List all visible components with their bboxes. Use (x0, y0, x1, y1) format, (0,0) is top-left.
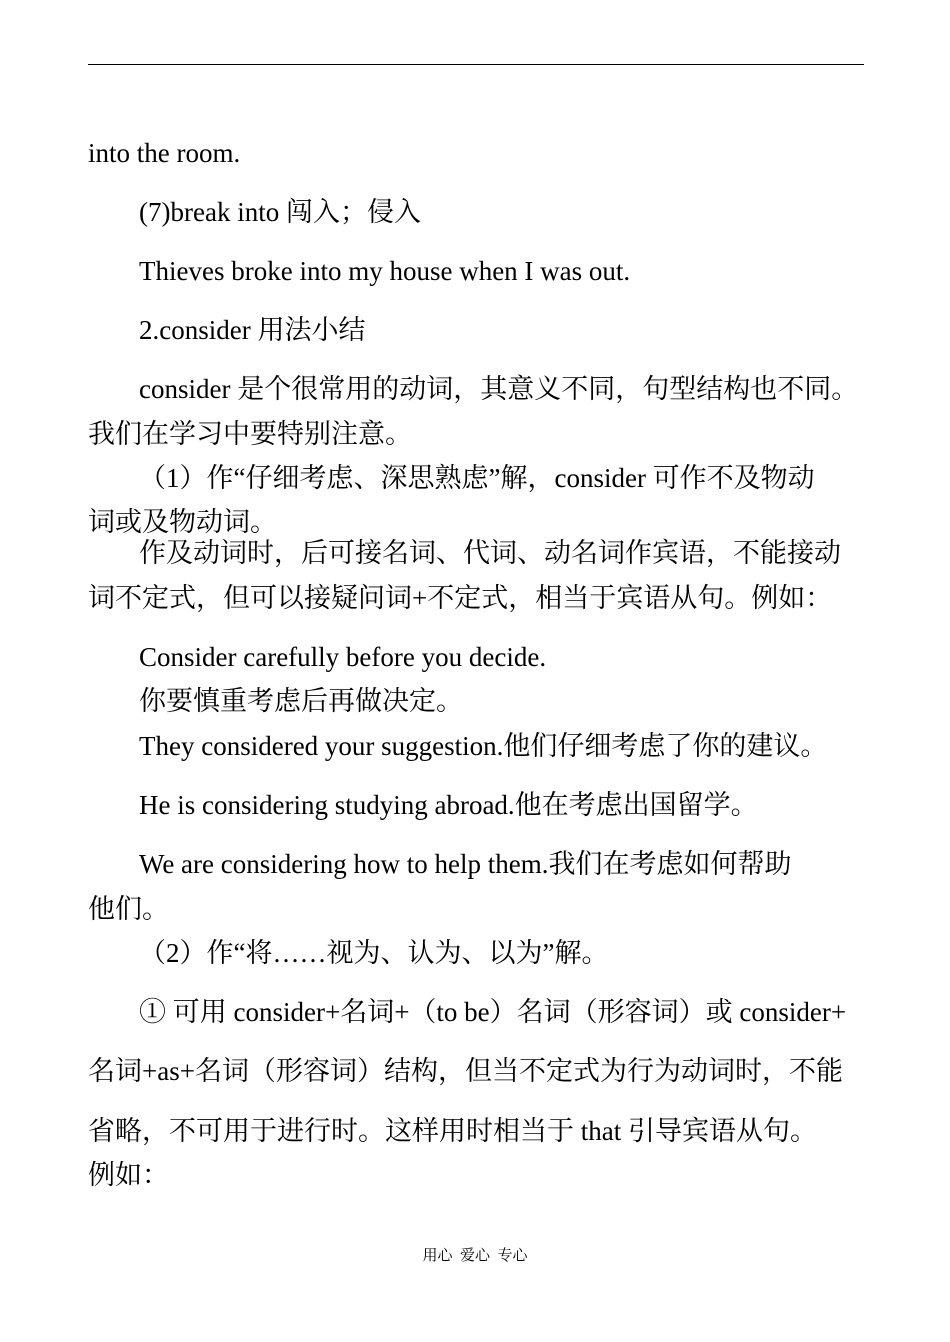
text-line: They considered your suggestion.他们仔细考虑了你的建议。 (139, 731, 828, 761)
text-line: （2）作“将……视为、认为、以为”解。 (139, 938, 609, 968)
text-line: He is considering studying abroad.他在考虑出国留学。 (139, 790, 758, 820)
text-line: 名词+as+名词（形容词）结构，但当不定式为行为动词时，不能 (88, 1056, 843, 1086)
text-line: 词或及物动词。 (88, 507, 277, 537)
text-line: ① 可用 consider+名词+（to be）名词（形容词）或 consider+ (139, 997, 847, 1027)
text-line: Consider carefully before you decide. (139, 642, 547, 672)
text-line: 他们。 (88, 894, 169, 924)
text-line: into the room. (88, 138, 241, 168)
text-line: 你要慎重考虑后再做决定。 (139, 686, 463, 716)
text-line: 作及动词时，后可接名词、代词、动名词作宾语，不能接动 (139, 538, 841, 568)
text-line: We are considering how to help them.我们在考虑如何帮助 (139, 849, 792, 879)
text-line: (7)break into 闯入；侵入 (139, 197, 421, 227)
header-rule (88, 64, 864, 65)
text-line: 省略，不可用于进行时。这样用时相当于 that 引导宾语从句。 (88, 1116, 817, 1146)
page-footer: 用心 爱心 专心 (422, 1248, 528, 1264)
text-line: 2.consider 用法小结 (139, 315, 366, 345)
text-line: Thieves broke into my house when I was out. (139, 256, 631, 286)
text-line: consider 是个很常用的动词，其意义不同，句型结构也不同。 (139, 374, 859, 404)
text-line: 例如： (88, 1160, 169, 1190)
text-line: 我们在学习中要特别注意。 (88, 419, 412, 449)
text-line: 词不定式，但可以接疑问词+不定式，相当于宾语从句。例如： (88, 583, 833, 613)
text-line: （1）作“仔细考虑、深思熟虑”解，consider 可作不及物动 (139, 463, 815, 493)
